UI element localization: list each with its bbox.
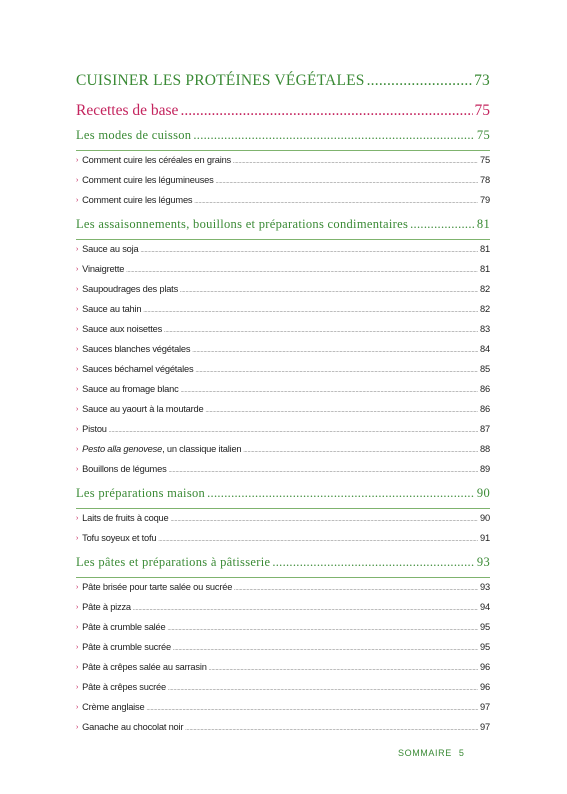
section-title: Les pâtes et préparations à pâtisserie: [76, 555, 271, 569]
bullet-icon: ›: [76, 346, 79, 353]
toc-section: [76, 217, 490, 237]
toc-entry: › Comment cuire les légumineuses ..... 78: [76, 175, 490, 195]
toc-entry: › Comment cuire les céréales en grains ..... 75: [76, 155, 490, 175]
bullet-icon: ›: [76, 286, 79, 293]
bullet-icon: ›: [76, 246, 79, 253]
chapter-title: CUISINER LES PROTÉINES VÉGÉTALES: [76, 72, 365, 89]
recipes-title: Recettes de base: [76, 102, 179, 119]
bullet-icon: ›: [76, 644, 79, 651]
bullet-icon: ›: [76, 446, 79, 453]
section-divider: [76, 508, 490, 509]
page-footer: [398, 748, 464, 758]
toc-entry: › Pâte à crêpes sucrée ..... 96: [76, 682, 490, 702]
toc-entry: › Sauce au yaourt à la moutarde ..... 86: [76, 404, 490, 424]
bullet-icon: ›: [76, 266, 79, 273]
bullet-icon: ›: [76, 406, 79, 413]
toc-entry: › Sauces blanches végétales ..... 84: [76, 344, 490, 364]
dot-leader: [272, 555, 475, 570]
toc-chapter: [76, 72, 490, 96]
dot-leader: [193, 128, 475, 143]
bullet-icon: ›: [76, 386, 79, 393]
dot-leader: [180, 102, 472, 120]
dot-leader: [367, 72, 472, 90]
toc-recipes-heading: [76, 102, 490, 128]
bullet-icon: ›: [76, 306, 79, 313]
toc-entry: › Pâte à crumble salée ..... 95: [76, 622, 490, 642]
toc-entry: › Ganache au chocolat noir ..... 97: [76, 722, 490, 742]
toc-entry: › Sauce au fromage blanc ..... 86: [76, 384, 490, 404]
toc-entry: › Pâte brisée pour tarte salée ou sucrée ..... 93: [76, 582, 490, 602]
dot-leader: [410, 217, 475, 232]
toc-entry: › Sauce au tahin ..... 82: [76, 304, 490, 324]
section-title: Les assaisonnements, bouillons et préparations condimentaires: [76, 217, 409, 231]
footer-label: SOMMAIRE: [398, 748, 452, 758]
toc-entry: › Comment cuire les légumes ..... 79: [76, 195, 490, 215]
toc-entry: › Pistou ..... 87: [76, 424, 490, 444]
bullet-icon: ›: [76, 704, 79, 711]
section-divider: [76, 577, 490, 578]
bullet-icon: ›: [76, 724, 79, 731]
section-title: Les préparations maison: [76, 486, 206, 500]
toc-entry: › Crème anglaise ..... 97: [76, 702, 490, 722]
bullet-icon: ›: [76, 535, 79, 542]
bullet-icon: ›: [76, 624, 79, 631]
bullet-icon: ›: [76, 466, 79, 473]
table-of-contents: [76, 72, 490, 742]
bullet-icon: ›: [76, 515, 79, 522]
bullet-icon: ›: [76, 197, 79, 204]
bullet-icon: ›: [76, 177, 79, 184]
chapter-page: 73: [474, 72, 490, 89]
toc-entry: › Vinaigrette ..... 81: [76, 264, 490, 284]
bullet-icon: ›: [76, 604, 79, 611]
recipes-page: 75: [474, 102, 490, 119]
section-page: 90: [476, 486, 490, 500]
toc-section: [76, 555, 490, 575]
toc-section: [76, 128, 490, 148]
toc-section: [76, 486, 490, 506]
toc-entry: › Pesto alla genovese, un classique italien ..... 88: [76, 444, 490, 464]
page-number: 5: [458, 748, 465, 758]
toc-entry: › Sauce aux noisettes ..... 83: [76, 324, 490, 344]
bullet-icon: ›: [76, 157, 79, 164]
toc-entry: › Sauces béchamel végétales ..... 85: [76, 364, 490, 384]
section-page: 75: [476, 128, 490, 142]
bullet-icon: ›: [76, 366, 79, 373]
section-divider: [76, 150, 490, 151]
toc-entry: › Pâte à pizza ..... 94: [76, 602, 490, 622]
bullet-icon: ›: [76, 664, 79, 671]
toc-entry: › Laits de fruits à coque ..... 90: [76, 513, 490, 533]
toc-entry: › Saupoudrages des plats ..... 82: [76, 284, 490, 304]
toc-entry: › Tofu soyeux et tofu ..... 91: [76, 533, 490, 553]
bullet-icon: ›: [76, 584, 79, 591]
bullet-icon: ›: [76, 326, 79, 333]
toc-entry: › Bouillons de légumes ..... 89: [76, 464, 490, 484]
toc-entry: › Pâte à crumble sucrée ..... 95: [76, 642, 490, 662]
section-page: 81: [476, 217, 490, 231]
dot-leader: [207, 486, 475, 501]
bullet-icon: ›: [76, 426, 79, 433]
toc-entry: › Pâte à crêpes salée au sarrasin ..... 96: [76, 662, 490, 682]
section-page: 93: [476, 555, 490, 569]
section-divider: [76, 239, 490, 240]
bullet-icon: ›: [76, 684, 79, 691]
toc-entry: › Sauce au soja ..... 81: [76, 244, 490, 264]
section-title: Les modes de cuisson: [76, 128, 192, 142]
